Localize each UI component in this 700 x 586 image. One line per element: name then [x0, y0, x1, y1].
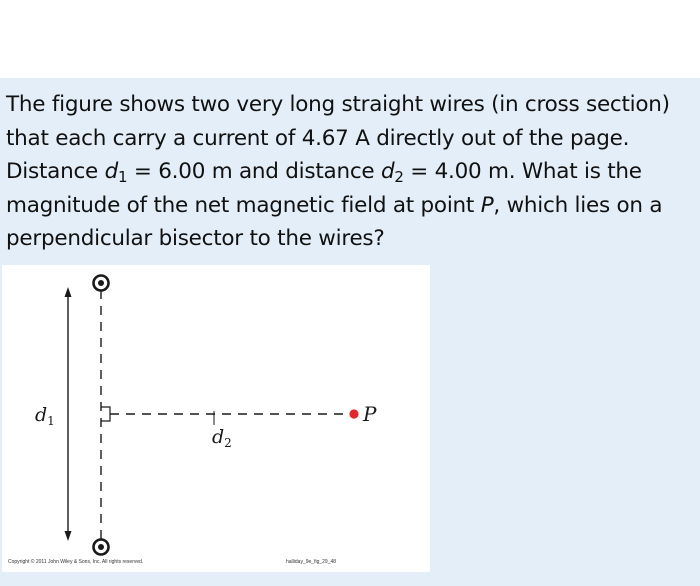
d1-label: $d_1$: [35, 404, 55, 428]
question-part-3: = 4.00 m. What is the magnitude of the net magnetic field at point: [6, 159, 642, 218]
d1-symbol: d: [104, 159, 119, 184]
figure-wires-diagram: [2, 265, 430, 572]
question-text: [6, 88, 686, 256]
wires-diagram-svg: [2, 265, 430, 572]
point-p-label: P: [363, 402, 377, 426]
d2-symbol: d: [380, 159, 395, 184]
d2-subscript: 2: [394, 168, 404, 186]
point-p-symbol: P: [480, 192, 494, 218]
point-p-marker: [349, 409, 358, 418]
wire-bottom-dot-icon: [98, 544, 104, 550]
d2-label: $d_2$: [212, 426, 232, 450]
d1-arrowhead-bottom: [65, 531, 72, 541]
right-angle-marker: [101, 407, 110, 421]
copyright-note: Copyright © 2011 John Wiley & Sons, Inc. All rights reserved.: [8, 559, 144, 565]
d1-subscript: 1: [118, 168, 128, 186]
question-part-4: , which lies on a perpendicular bisector to the wires?: [6, 192, 663, 251]
question-part-1: The figure shows two very long straight wires (in cross section) that each carry a current of 4.67 A directly out of the page. Distance: [6, 92, 670, 184]
figure-id-note: halliday_9e_fig_29_48: [286, 559, 337, 565]
d1-arrowhead-top: [65, 287, 72, 297]
wire-top-dot-icon: [98, 280, 104, 286]
question-part-2: = 6.00 m and distance: [127, 159, 381, 184]
